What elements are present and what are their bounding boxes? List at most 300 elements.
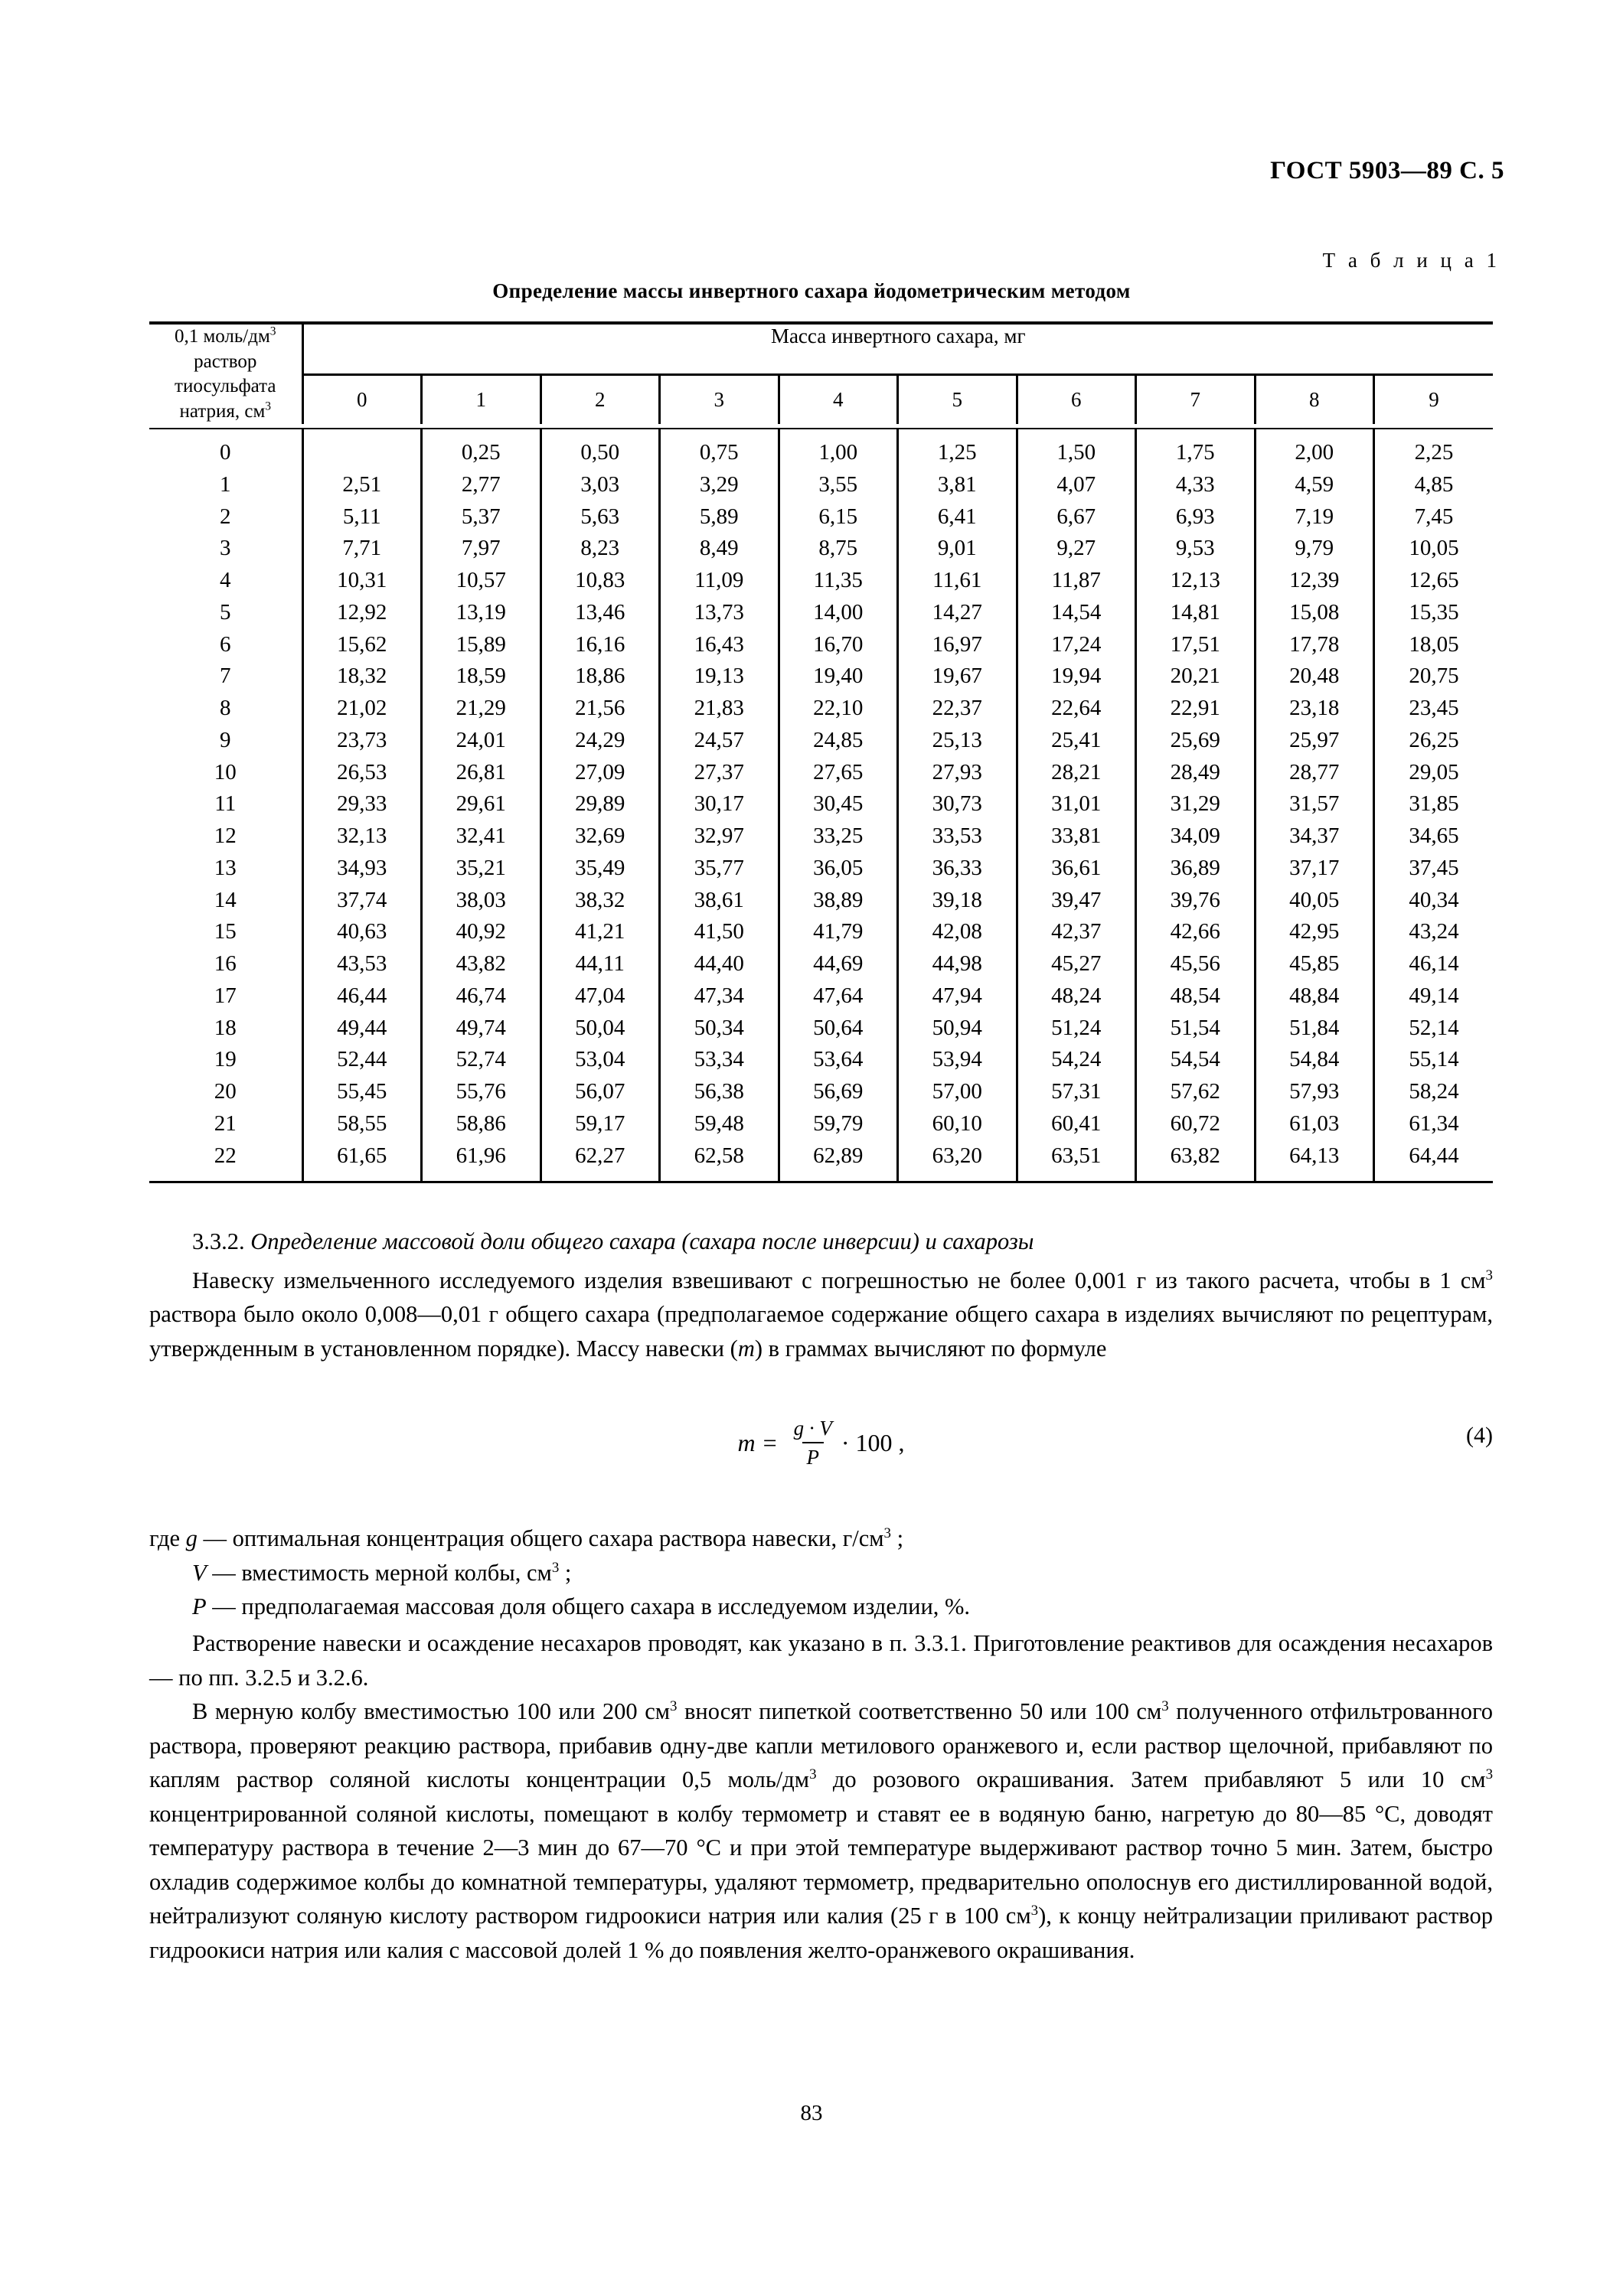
table-cell: 12,65: [1409, 568, 1459, 592]
row-key: 7: [149, 660, 302, 693]
section-heading: [149, 1225, 1493, 1259]
row-key: 10: [149, 757, 302, 789]
table-cell: 28,77: [1255, 757, 1374, 789]
table-cell: 37,17: [1255, 853, 1374, 885]
row-key: 9: [149, 725, 302, 757]
definition-p: [149, 1590, 1493, 1624]
table-cell: 19,40: [779, 660, 898, 693]
table-cell: 53,34: [660, 1044, 779, 1076]
row-key: 20: [149, 1076, 302, 1108]
table-cell: 18,32: [302, 660, 422, 693]
table-cell: 42,08: [898, 916, 1017, 948]
table-cell: 42,37: [1017, 916, 1136, 948]
column-header-7: 7: [1136, 375, 1256, 424]
row-key: 3: [149, 533, 302, 565]
defs-v-text1: — вместимость мерной колбы, см: [206, 1559, 552, 1586]
table-cell: 34,09: [1136, 820, 1256, 853]
table-cell: 48,84: [1255, 980, 1374, 1013]
table-row: [149, 1108, 1493, 1140]
table-cell: 52,74: [422, 1044, 541, 1076]
paragraph-1: [149, 1264, 1493, 1366]
table-cell: 6,15: [779, 501, 898, 533]
table-cell: 38,32: [540, 885, 660, 917]
table-cell: 26,25: [1409, 727, 1459, 752]
defs-intro: где: [149, 1525, 186, 1551]
table-cell: 62,58: [660, 1140, 779, 1182]
table-cell: 39,47: [1017, 885, 1136, 917]
table-cell: 57,00: [898, 1076, 1017, 1108]
table-cell: 21,02: [302, 693, 422, 725]
table-cell: 47,64: [779, 980, 898, 1013]
table-cell: 8,23: [540, 533, 660, 565]
table-title: Определение массы инвертного сахара йодометрическим методом: [492, 279, 1131, 302]
table-row: [149, 853, 1493, 885]
formula-numerator: g · V: [793, 1417, 832, 1440]
table-cell: 45,56: [1136, 948, 1256, 980]
table-cell: 0,75: [660, 429, 779, 469]
formula-fraction: [789, 1417, 837, 1469]
column-header-0: 0: [302, 375, 422, 424]
table-cell: 27,93: [898, 757, 1017, 789]
table-cell: 55,45: [302, 1076, 422, 1108]
table-cell: 38,61: [660, 885, 779, 917]
table-cell: 29,33: [302, 788, 422, 820]
table-cell: 26,53: [302, 757, 422, 789]
table-cell: 54,24: [1017, 1044, 1136, 1076]
table-cell: 41,79: [779, 916, 898, 948]
column-header-3: 3: [660, 375, 779, 424]
table-row: [149, 533, 1493, 565]
table-cell: 18,86: [540, 660, 660, 693]
table-cell: 6,67: [1017, 501, 1136, 533]
column-header-1: 1: [422, 375, 541, 424]
table-cell: 50,64: [779, 1013, 898, 1045]
row-key: 12: [149, 820, 302, 853]
table-cell: 53,94: [898, 1044, 1017, 1076]
table-cell: 2,51: [302, 469, 422, 501]
table-cell: 27,09: [540, 757, 660, 789]
table-cell: 24,29: [540, 725, 660, 757]
table-cell: 43,24: [1409, 919, 1459, 944]
table-cell: 31,85: [1409, 791, 1459, 817]
table-cell: 57,31: [1017, 1076, 1136, 1108]
table-cell: 7,97: [422, 533, 541, 565]
table-cell: 30,45: [779, 788, 898, 820]
table-cell: 20,48: [1255, 660, 1374, 693]
defs-g-sup: 3: [883, 1525, 891, 1541]
table-cell: 43,53: [302, 948, 422, 980]
table-cell: 54,84: [1255, 1044, 1374, 1076]
defs-g-symbol: g: [185, 1525, 198, 1551]
table-cell: 49,44: [302, 1013, 422, 1045]
table-cell: 21,56: [540, 693, 660, 725]
table-cell: [302, 429, 422, 469]
table-cell: 35,49: [540, 853, 660, 885]
table-cell: 14,54: [1017, 597, 1136, 629]
table-cell: 20,75: [1409, 664, 1459, 689]
table-cell: 8,75: [779, 533, 898, 565]
paragraph-3: Растворение навески и осаждение несахаров проводят, как указано в п. 3.3.1. Приготовление реактивов для осаждения несахаров — по пп. 3.2.5 и 3.2.6.: [149, 1630, 1493, 1691]
table-cell: 57,62: [1136, 1076, 1256, 1108]
table-cell: 34,37: [1255, 820, 1374, 853]
table-cell: 31,01: [1017, 788, 1136, 820]
table-cell: 2,00: [1255, 429, 1374, 469]
table-cell: 61,96: [422, 1140, 541, 1182]
column-header-9: 9: [1429, 388, 1439, 412]
formula-number: (4): [1466, 1423, 1493, 1448]
table-cell: 51,24: [1017, 1013, 1136, 1045]
table-cell: 36,05: [779, 853, 898, 885]
p4-s6: ), к концу нейтрализации приливают раствор гидроокиси натрия или калия с массовой долей 1 % до появления желто-оранжевого окрашивания.: [149, 1903, 1493, 1963]
table-cell: 56,38: [660, 1076, 779, 1108]
table-cell: 44,98: [898, 948, 1017, 980]
table-cell: 19,13: [660, 660, 779, 693]
table-cell: 52,14: [1409, 1015, 1459, 1040]
table-cell: 34,93: [302, 853, 422, 885]
table-container: [149, 321, 1493, 1183]
stub-line-4-sup: 3: [265, 400, 272, 413]
table-cell: 53,64: [779, 1044, 898, 1076]
formula-equals: =: [763, 1429, 777, 1456]
table-cell: 47,34: [660, 980, 779, 1013]
table-cell: 42,66: [1136, 916, 1256, 948]
defs-p-symbol: P: [192, 1593, 207, 1620]
table-cell: 22,37: [898, 693, 1017, 725]
table-row: [149, 629, 1493, 661]
table-cell: 15,35: [1409, 599, 1459, 625]
table-cell: 43,82: [422, 948, 541, 980]
table-cell: 61,03: [1255, 1108, 1374, 1140]
table-cell: 38,89: [779, 885, 898, 917]
table-cell: 18,59: [422, 660, 541, 693]
table-cell: 14,81: [1136, 597, 1256, 629]
table-cell: 22,64: [1017, 693, 1136, 725]
table-cell: 56,69: [779, 1076, 898, 1108]
table-cell: 50,34: [660, 1013, 779, 1045]
table-cell: 13,19: [422, 597, 541, 629]
table-cell: 56,07: [540, 1076, 660, 1108]
p1-part2: раствора было около 0,008—0,01 г общего сахара (предполагаемое содержание общего сахара в изделиях вычисляют по рецептурам, утвержденным в установленном порядке). Массу навески (: [149, 1301, 1493, 1362]
table-cell: 35,21: [422, 853, 541, 885]
row-key: 14: [149, 885, 302, 917]
table-cell: 8,49: [660, 533, 779, 565]
table-cell: 59,79: [779, 1108, 898, 1140]
table-cell: 27,65: [779, 757, 898, 789]
paragraph-4: [149, 1694, 1493, 1967]
page-folio: 83: [800, 2101, 823, 2125]
table-cell: 45,27: [1017, 948, 1136, 980]
table-row: [149, 757, 1493, 789]
definition-v: [149, 1556, 1493, 1590]
table-row: [149, 885, 1493, 917]
defs-p-text: — предполагаемая массовая доля общего сахара в исследуемом изделии, %.: [206, 1593, 971, 1620]
row-key: 5: [149, 597, 302, 629]
table-row: [149, 1140, 1493, 1182]
table-cell: 5,63: [540, 501, 660, 533]
table-cell: 27,37: [660, 757, 779, 789]
table-cell: 16,97: [898, 629, 1017, 661]
table-cell: 5,11: [302, 501, 422, 533]
table-cell: 32,13: [302, 820, 422, 853]
table-cell: 3,81: [898, 469, 1017, 501]
table-row: [149, 1013, 1493, 1045]
table-cell: 22,10: [779, 693, 898, 725]
p4-sup3: 3: [809, 1766, 817, 1782]
p4-s1: В мерную колбу вместимостью 100 или 200 см: [192, 1698, 671, 1725]
table-cell: 23,18: [1255, 693, 1374, 725]
defs-g-text1: — оптимальная концентрация общего сахара раствора навески, г/см: [197, 1525, 884, 1551]
table-cell: 49,14: [1409, 983, 1459, 1008]
table-cell: 33,25: [779, 820, 898, 853]
definition-g: [149, 1521, 1493, 1556]
table-cell: 40,92: [422, 916, 541, 948]
table-number-label: Т а б л и ц а 1: [1322, 249, 1501, 272]
table-cell: 30,73: [898, 788, 1017, 820]
table-cell: 50,04: [540, 1013, 660, 1045]
table-cell: 41,50: [660, 916, 779, 948]
row-key: 4: [149, 565, 302, 597]
table-cell: 11,35: [779, 565, 898, 597]
table-cell: 6,41: [898, 501, 1017, 533]
row-key: 8: [149, 693, 302, 725]
table-cell: 23,73: [302, 725, 422, 757]
running-header: ГОСТ 5903—89 С. 5: [1270, 157, 1504, 184]
formula-factor: · 100 ,: [841, 1429, 905, 1456]
table-cell: 26,81: [422, 757, 541, 789]
table-cell: 17,78: [1255, 629, 1374, 661]
table-cell: 16,16: [540, 629, 660, 661]
table-row: [149, 916, 1493, 948]
formula-4: [737, 1417, 904, 1469]
table-cell: 17,24: [1017, 629, 1136, 661]
row-key: 21: [149, 1108, 302, 1140]
row-key: 1: [149, 469, 302, 501]
table-cell: 63,82: [1136, 1140, 1256, 1182]
table-cell: 41,21: [540, 916, 660, 948]
table-cell: 15,89: [422, 629, 541, 661]
column-header-8: 8: [1255, 375, 1374, 424]
stub-header: [149, 323, 302, 424]
table-cell: 9,27: [1017, 533, 1136, 565]
table-cell: 17,51: [1136, 629, 1256, 661]
table-cell: 16,43: [660, 629, 779, 661]
table-cell: 45,85: [1255, 948, 1374, 980]
table-cell: 9,79: [1255, 533, 1374, 565]
row-key: 0: [149, 429, 302, 469]
table-cell: 55,76: [422, 1076, 541, 1108]
p4-sup4: 3: [1485, 1766, 1494, 1782]
table-cell: 15,08: [1255, 597, 1374, 629]
table-cell: 13,46: [540, 597, 660, 629]
table-cell: 25,13: [898, 725, 1017, 757]
table-cell: 11,87: [1017, 565, 1136, 597]
table-row: [149, 820, 1493, 853]
table-row: [149, 725, 1493, 757]
table-cell: 46,14: [1409, 951, 1459, 976]
table-cell: 16,70: [779, 629, 898, 661]
table-cell: 3,55: [779, 469, 898, 501]
table-cell: 9,53: [1136, 533, 1256, 565]
table-cell: 31,57: [1255, 788, 1374, 820]
table-cell: 29,05: [1409, 759, 1459, 784]
body-text-2: [149, 1626, 1493, 1967]
formula-block: [149, 1412, 1493, 1504]
table-cell: 25,69: [1136, 725, 1256, 757]
stub-line-1: 0,1 моль/дм: [174, 326, 270, 347]
table-cell: 40,05: [1255, 885, 1374, 917]
table-cell: 24,01: [422, 725, 541, 757]
table-cell: 21,83: [660, 693, 779, 725]
table-row: [149, 693, 1493, 725]
table-row: [149, 788, 1493, 820]
stub-line-4: натрия, см: [179, 400, 266, 422]
p4-sup2: 3: [1161, 1698, 1169, 1714]
row-key: 15: [149, 916, 302, 948]
table-cell: 52,44: [302, 1044, 422, 1076]
table-cell: 6,93: [1136, 501, 1256, 533]
table-cell: 62,27: [540, 1140, 660, 1182]
table-cell: 44,11: [540, 948, 660, 980]
stub-line-2: раствор: [194, 351, 257, 372]
table-cell: 37,74: [302, 885, 422, 917]
table-body: [149, 429, 1493, 1182]
p4-s5: концентрированной соляной кислоты, помещают в колбу термометр и ставят ее в водяную баню, нагретую до 80—85 °С, доводят температуру раствора в течение 2—3 мин до 67—70 °С и при этой температуре выдерживают раствор точно 5 мин. Затем, быстро охладив содержимое колбы до комнатной температуры, удаляют термометр, предварительно ополоснув его дистиллированной водой, нейтрализуют соляную кислоту раствором гидроокиси натрия или калия (25 г в 100 см: [149, 1800, 1493, 1929]
table-cell: 12,13: [1136, 565, 1256, 597]
table-cell: 46,44: [302, 980, 422, 1013]
table-cell: 12,92: [302, 597, 422, 629]
table-cell: 3,29: [660, 469, 779, 501]
table-cell: 25,41: [1017, 725, 1136, 757]
table-cell: 48,54: [1136, 980, 1256, 1013]
table-cell: 64,44: [1409, 1143, 1459, 1168]
p4-s3: полученного отфильтрованного раствора, проверяют реакцию раствора, прибавив одну-две капли метилового оранжевого и, если раствор щелочной, прибавляют по каплям раствор соляной кислоты концентрации 0,5 моль/дм: [149, 1698, 1493, 1793]
table-cell: 36,33: [898, 853, 1017, 885]
table-cell: 29,89: [540, 788, 660, 820]
table-cell: 13,73: [660, 597, 779, 629]
table-cell: 29,61: [422, 788, 541, 820]
table-cell: 40,34: [1409, 887, 1459, 912]
table-cell: 12,39: [1255, 565, 1374, 597]
table-row: [149, 1076, 1493, 1108]
table-row: [149, 501, 1493, 533]
table-cell: 31,29: [1136, 788, 1256, 820]
table-row: [149, 429, 1493, 469]
table-cell: 2,25: [1414, 440, 1454, 465]
defs-v-symbol: V: [192, 1559, 207, 1586]
table-cell: 10,83: [540, 565, 660, 597]
table-cell: 51,84: [1255, 1013, 1374, 1045]
table-cell: 10,57: [422, 565, 541, 597]
table-cell: 61,34: [1409, 1110, 1459, 1136]
table-cell: 47,94: [898, 980, 1017, 1013]
table-cell: 0,50: [540, 429, 660, 469]
row-key: 22: [149, 1140, 302, 1182]
table-cell: 44,69: [779, 948, 898, 980]
table-cell: 63,51: [1017, 1140, 1136, 1182]
table-cell: 48,24: [1017, 980, 1136, 1013]
table-row: [149, 660, 1493, 693]
column-header-6: 6: [1017, 375, 1136, 424]
table-cell: 19,94: [1017, 660, 1136, 693]
table-cell: 7,45: [1414, 504, 1454, 529]
formula-definitions: [149, 1521, 1493, 1624]
table-cell: 5,89: [660, 501, 779, 533]
formula-lhs: m: [737, 1429, 756, 1456]
table-cell: 61,65: [302, 1140, 422, 1182]
table-cell: 14,27: [898, 597, 1017, 629]
table-cell: 36,61: [1017, 853, 1136, 885]
table-cell: 32,69: [540, 820, 660, 853]
row-key: 19: [149, 1044, 302, 1076]
table-row: [149, 1044, 1493, 1076]
table-cell: 14,00: [779, 597, 898, 629]
table-cell: 64,13: [1255, 1140, 1374, 1182]
p1-var-m: m: [737, 1335, 755, 1362]
table-cell: 39,76: [1136, 885, 1256, 917]
table-cell: 19,67: [898, 660, 1017, 693]
table-cell: 46,74: [422, 980, 541, 1013]
table-cell: 22,91: [1136, 693, 1256, 725]
table-cell: 1,00: [779, 429, 898, 469]
formula-denominator: P: [802, 1442, 825, 1469]
table-cell: 55,14: [1409, 1047, 1459, 1072]
span-header: Масса инвертного сахара, мг: [302, 323, 1493, 375]
table-cell: 2,77: [422, 469, 541, 501]
table-cell: 24,57: [660, 725, 779, 757]
table-cell: 20,21: [1136, 660, 1256, 693]
section-number: 3.3.2.: [192, 1228, 245, 1254]
table-cell: 28,49: [1136, 757, 1256, 789]
column-header-5: 5: [898, 375, 1017, 424]
table-cell: 9,01: [898, 533, 1017, 565]
p4-sup1: 3: [670, 1698, 678, 1714]
stub-line-1-sup: 3: [269, 325, 276, 338]
table-cell: 60,41: [1017, 1108, 1136, 1140]
table-cell: 54,54: [1136, 1044, 1256, 1076]
p1-part1: Навеску измельченного исследуемого изделия взвешивают с погрешностью не более 0,001 г из такого расчета, чтобы в 1 см: [192, 1267, 1486, 1293]
table-cell: 0,25: [422, 429, 541, 469]
table-cell: 24,85: [779, 725, 898, 757]
row-key: 16: [149, 948, 302, 980]
table-cell: 62,89: [779, 1140, 898, 1182]
row-key: 13: [149, 853, 302, 885]
table-cell: 59,17: [540, 1108, 660, 1140]
table-cell: 3,03: [540, 469, 660, 501]
defs-v-text2: ;: [559, 1559, 572, 1586]
table-row: [149, 469, 1493, 501]
body-text: [149, 1225, 1493, 1365]
row-key: 17: [149, 980, 302, 1013]
row-key: 18: [149, 1013, 302, 1045]
table-cell: 32,97: [660, 820, 779, 853]
table-cell: 4,59: [1255, 469, 1374, 501]
table-cell: 4,07: [1017, 469, 1136, 501]
stub-line-3: тиосульфата: [175, 376, 276, 396]
table-cell: 57,93: [1255, 1076, 1374, 1108]
column-header-4: 4: [779, 375, 898, 424]
table-cell: 25,97: [1255, 725, 1374, 757]
table-cell: 1,25: [898, 429, 1017, 469]
invert-sugar-table: [149, 321, 1493, 1183]
table-cell: 44,40: [660, 948, 779, 980]
table-cell: 4,33: [1136, 469, 1256, 501]
table-cell: 63,20: [898, 1140, 1017, 1182]
table-cell: 50,94: [898, 1013, 1017, 1045]
table-cell: 32,41: [422, 820, 541, 853]
table-cell: 49,74: [422, 1013, 541, 1045]
row-key: 6: [149, 629, 302, 661]
table-cell: 51,54: [1136, 1013, 1256, 1045]
